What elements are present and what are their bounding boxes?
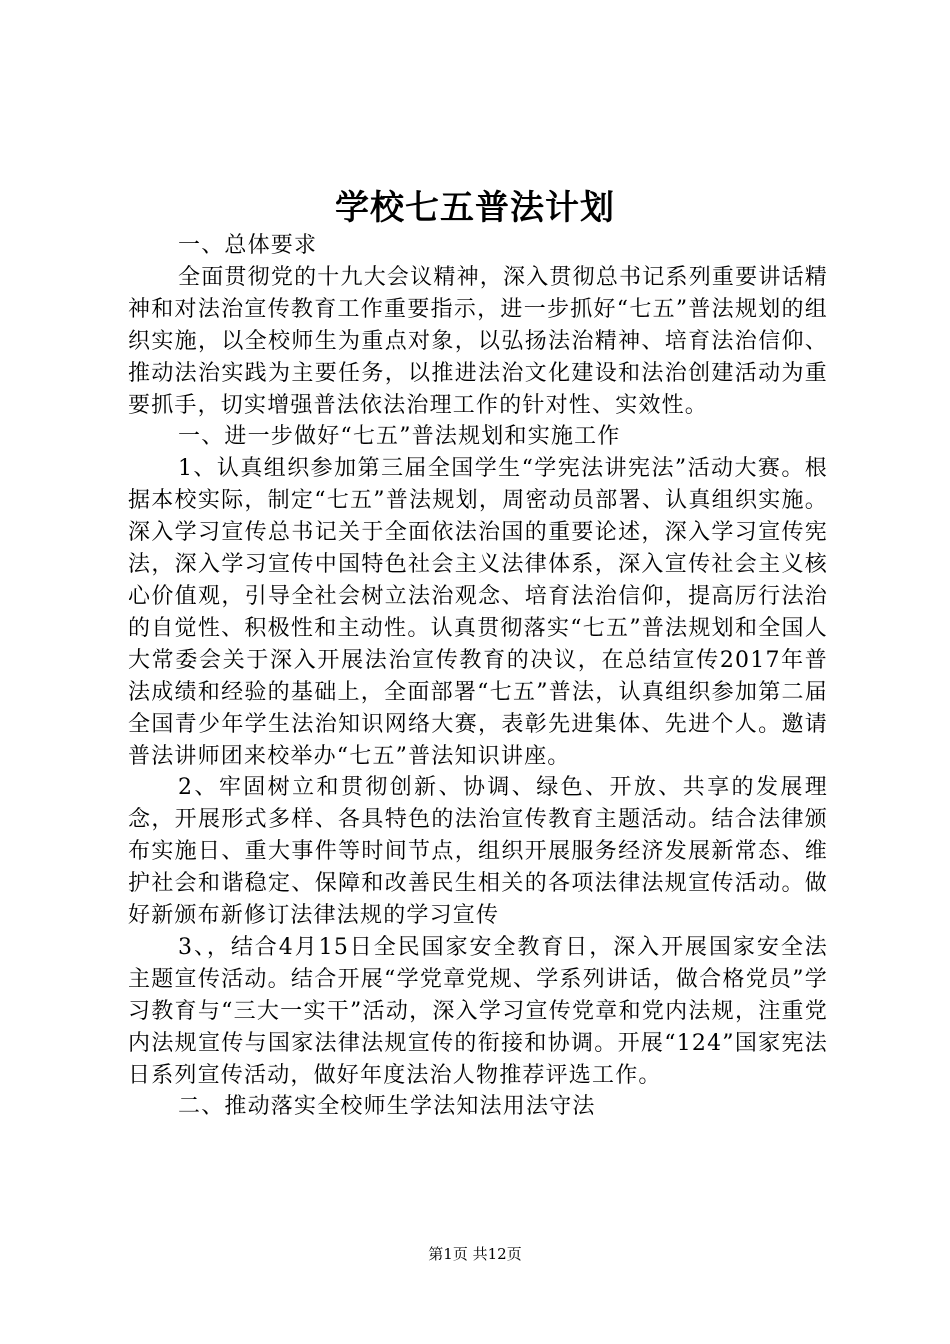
section-heading-promote-law-learning: 二、推动落实全校师生学法知法用法守法 bbox=[178, 1094, 596, 1120]
paragraph-item-3: 3、，结合4月15日全民国家安全教育日，深入开展国家安全法主题宣传活动。结合开展“学党章党规、学系列讲话，做合格党员”学习教育与“三大一实干”活动，深入学习宣传党章和党内法规，注重党内法规宣传与国家法律法规宣传的衔接和协调。开展“124”国家宪法日系列宣传活动，做好年度法治人物推荐评选工作。 bbox=[128, 934, 828, 1088]
document-body bbox=[128, 230, 828, 1123]
document-title: 学校七五普法计划 bbox=[335, 188, 615, 228]
page-number: 第1页 bbox=[428, 1245, 468, 1263]
paragraph-item-2: 2、牢固树立和贯彻创新、协调、绿色、开放、共享的发展理念，开展形式多样、各具特色的法治宣传教育主题活动。结合法律颁布实施日、重大事件等时间节点，组织开展服务经济发展新常态、维护社会和谐稳定、保障和改善民生相关的各项法律法规宣传活动。做好新颁布新修订法律法规的学习宣传 bbox=[128, 775, 828, 929]
paragraph-item-1: 1、认真组织参加第三届全国学生“学宪法讲宪法”活动大赛。根据本校实际，制定“七五”普法规划，周密动员部署、认真组织实施。深入学习宣传总书记关于全面依法治国的重要论述，深入学习宣传宪法，深入学习宣传中国特色社会主义法律体系，深入宣传社会主义核心价值观，引导全社会树立法治观念、培育法治信仰，提高厉行法治的自觉性、积极性和主动性。认真贯彻落实“七五”普法规划和全国人大常委会关于深入开展法治宣传教育的决议，在总结宣传2017年普法成绩和经验的基础上，全面部署“七五”普法，认真组织参加第二届全国青少年学生法治知识网络大赛，表彰先进集体、先进个人。邀请普法讲师团来校举办“七五”普法知识讲座。 bbox=[128, 456, 828, 769]
paragraph-general-requirements: 全面贯彻党的十九大会议精神，深入贯彻总书记系列重要讲话精神和对法治宣传教育工作重要指示，进一步抓好“七五”普法规划的组织实施，以全校师生为重点对象，以弘扬法治精神、培育法治信仰、推动法治实践为主要任务，以推进法治文化建设和法治创建活动为重要抓手，切实增强普法依法治理工作的针对性、实效性。 bbox=[128, 264, 828, 418]
page-footer bbox=[0, 1244, 950, 1264]
section-heading-plan-implementation: 一、进一步做好“七五”普法规划和实施工作 bbox=[178, 424, 621, 450]
total-pages: 共12页 bbox=[472, 1245, 522, 1263]
section-heading-general-requirements: 一、总体要求 bbox=[178, 233, 318, 258]
